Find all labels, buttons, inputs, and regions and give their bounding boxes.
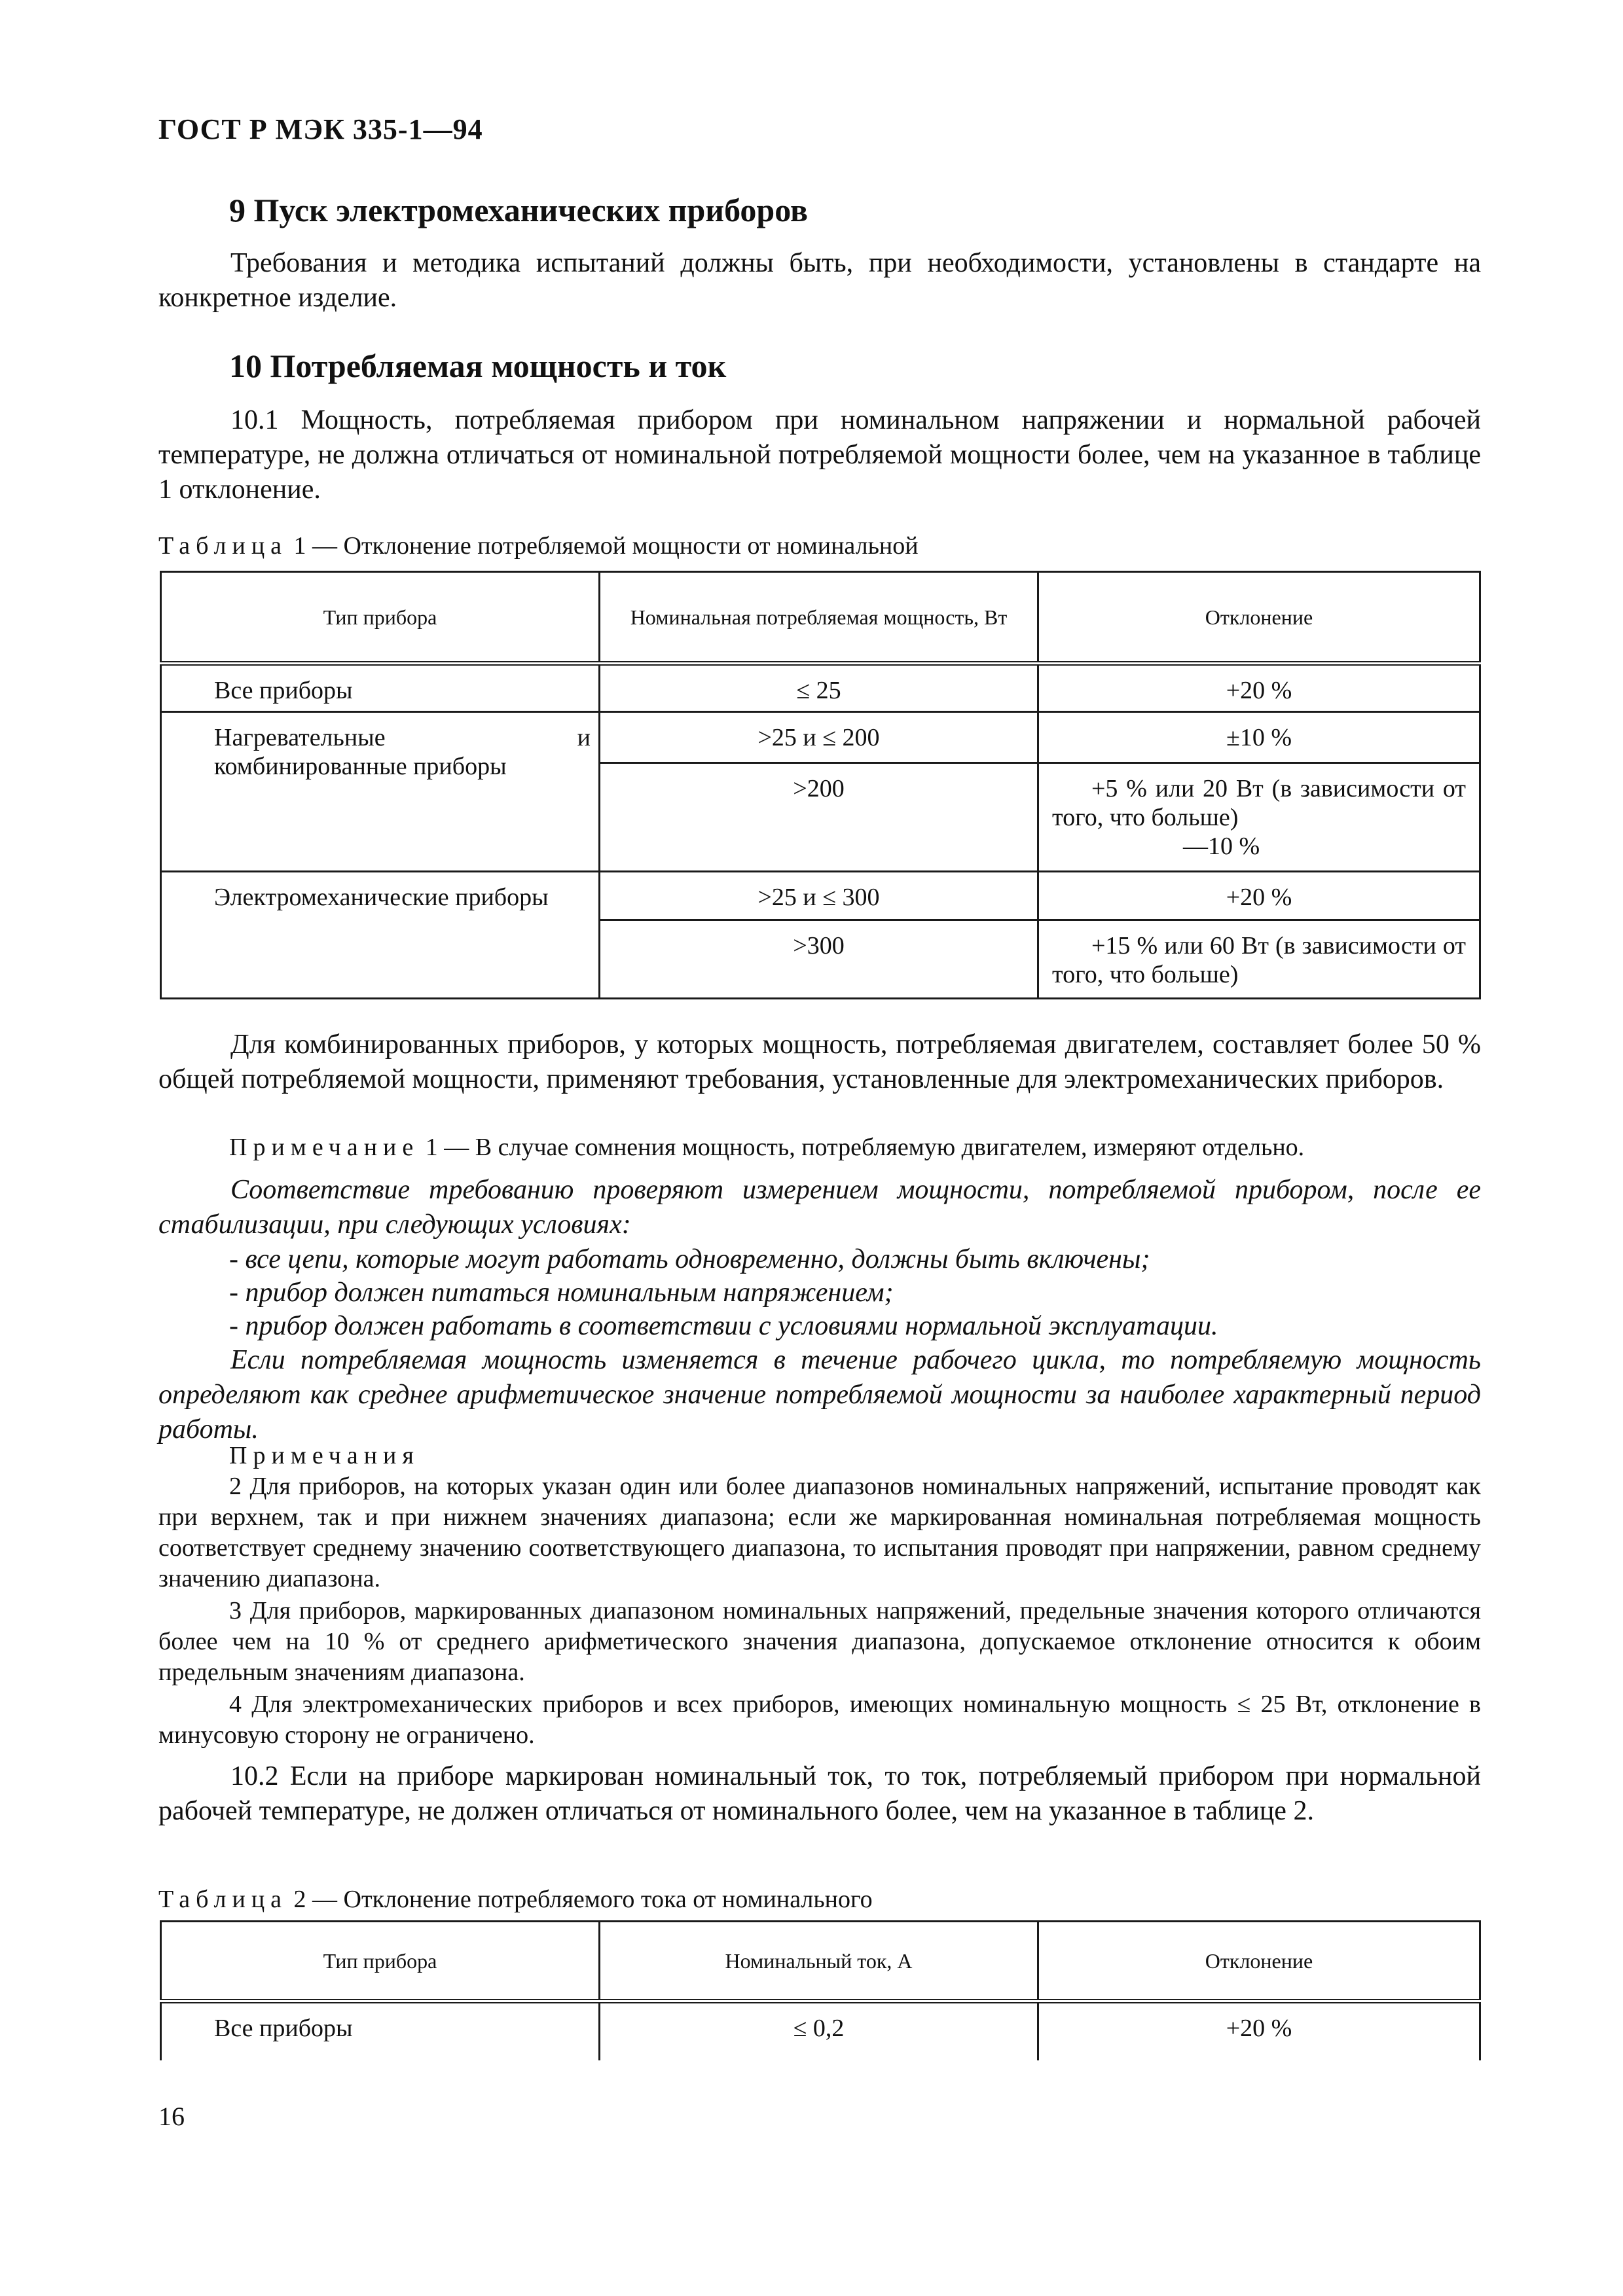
table-1-header-row: [161, 572, 1480, 664]
table-cell-type: Все приборы: [161, 664, 600, 712]
section-9-text: Требования и методика испытаний должны быть, при необходимости, установлены в стандарте на конкретное изделие.: [158, 248, 1481, 313]
condition-item: - все цепи, которые могут работать одновременно, должны быть включены;: [229, 1244, 1150, 1274]
table-2-caption-label: Таблица: [158, 1886, 288, 1913]
table-row: [161, 872, 1480, 920]
note-4: 4 Для электромеханических приборов и всех приборов, имеющих номинальную мощность ≤ 25 Вт, отклонение в минусовую сторону не ограничено.: [158, 1691, 1481, 1749]
table-cell-type: Все приборы: [161, 2001, 600, 2060]
section-10-heading: 10 Потребляемая мощность и ток: [229, 348, 727, 384]
document-code: ГОСТ Р МЭК 335-1—94: [158, 113, 483, 145]
deviation-text: +5 % или 20 Вт (в зависимости от того, что больше): [1052, 775, 1466, 831]
table-cell-type: Нагревательные и комбинированные приборы: [161, 712, 600, 872]
table-cell-power: ≤ 25: [600, 664, 1038, 712]
table-cell-deviation: +20 %: [1038, 664, 1480, 712]
table-1-caption: [158, 531, 919, 560]
table-cell-power: >25 и ≤ 300: [600, 872, 1038, 920]
table-2-header-current: Номинальный ток, А: [600, 1922, 1038, 2001]
note-1-label: Примечание: [229, 1134, 420, 1161]
notes-heading: Примечания: [229, 1442, 420, 1469]
table-2: [160, 1920, 1481, 2060]
combined-appliances-text: Для комбинированных приборов, у которых мощность, потребляемая двигателем, составляет более 50 % общей потребляемой мощности, применяют требования, установленные для электромеханических приборов.: [158, 1030, 1481, 1094]
table-1-header-power: Номинальная потребляемая мощность, Вт: [600, 572, 1038, 664]
table-row: [161, 712, 1480, 763]
table-1: [160, 571, 1481, 999]
table-2-caption-text: 2 — Отклонение потребляемого тока от номинального: [293, 1886, 873, 1913]
compliance-text: Соответствие требованию проверяют измерением мощности, потребляемой прибором, после ее стабилизации, при следующих условиях:: [158, 1175, 1481, 1240]
table-cell-power: >300: [600, 920, 1038, 999]
condition-item: - прибор должен питаться номинальным напряжением;: [229, 1278, 894, 1308]
table-1-caption-label: Таблица: [158, 532, 288, 560]
condition-item: - прибор должен работать в соответствии с условиями нормальной эксплуатации.: [229, 1311, 1218, 1341]
note-1-text: 1 — В случае сомнения мощность, потребляемую двигателем, измеряют отдельно.: [425, 1134, 1305, 1161]
table-1-header-deviation: Отклонение: [1038, 572, 1480, 664]
table-2-header-row: [161, 1922, 1480, 2001]
note-1: [158, 1132, 1481, 1163]
table-cell-deviation: +15 % или 60 Вт (в зависимости от того, что больше): [1038, 920, 1480, 999]
table-2-header-type: Тип прибора: [161, 1922, 600, 2001]
table-cell-deviation: +20 %: [1038, 2001, 1480, 2060]
deviation-negative: —10 %: [1183, 833, 1260, 860]
table-cell-type: Электромеханические приборы: [161, 872, 600, 999]
table-2-header-deviation: Отклонение: [1038, 1922, 1480, 2001]
table-cell-deviation: ±10 %: [1038, 712, 1480, 763]
table-cell-power: >25 и ≤ 200: [600, 712, 1038, 763]
table-row: [161, 664, 1480, 712]
section-9-heading: 9 Пуск электромеханических приборов: [229, 192, 808, 228]
page-number: 16: [158, 2102, 185, 2131]
table-cell-current: ≤ 0,2: [600, 2001, 1038, 2060]
table-cell-deviation: [1038, 763, 1480, 872]
working-cycle-text: Если потребляемая мощность изменяется в течение рабочего цикла, то потребляемую мощность определяют как среднее арифметическое значение потребляемой мощности за наиболее характерный период работы.: [158, 1345, 1481, 1444]
table-cell-power: >200: [600, 763, 1038, 872]
table-cell-deviation: +20 %: [1038, 872, 1480, 920]
table-2-caption: [158, 1885, 873, 1914]
note-3: 3 Для приборов, маркированных диапазоном номинальных напряжений, предельные значения которого отличаются более чем на 10 % от среднего арифметического значения диапазона, допускаемое отклонение относится к обоим предельным значениям диапазона.: [158, 1597, 1481, 1686]
paragraph-10-2: 10.2 Если на приборе маркирован номинальный ток, то ток, потребляемый прибором при нормальной рабочей температуре, не должен отличаться от номинального более, чем на указанное в таблице 2.: [158, 1761, 1481, 1826]
table-1-header-type: Тип прибора: [161, 572, 600, 664]
paragraph-10-1: 10.1 Мощность, потребляемая прибором при номинальном напряжении и нормальной рабочей температуре, не должна отличаться от номинальной потребляемой мощности более, чем на указанное в таблице 1 отклонение.: [158, 405, 1481, 505]
table-row: [161, 2001, 1480, 2060]
note-2: 2 Для приборов, на которых указан один или более диапазонов номинальных напряжений, испытание проводят как при верхнем, так и при нижнем значениях диапазона; если же маркированная номинальная потребляемая мощность соответствует среднему значению соответствующего диапазона, то испытания проводят при напряжении, равном среднему значению диапазона.: [158, 1473, 1481, 1592]
table-1-caption-text: 1 — Отклонение потребляемой мощности от номинальной: [293, 532, 919, 560]
